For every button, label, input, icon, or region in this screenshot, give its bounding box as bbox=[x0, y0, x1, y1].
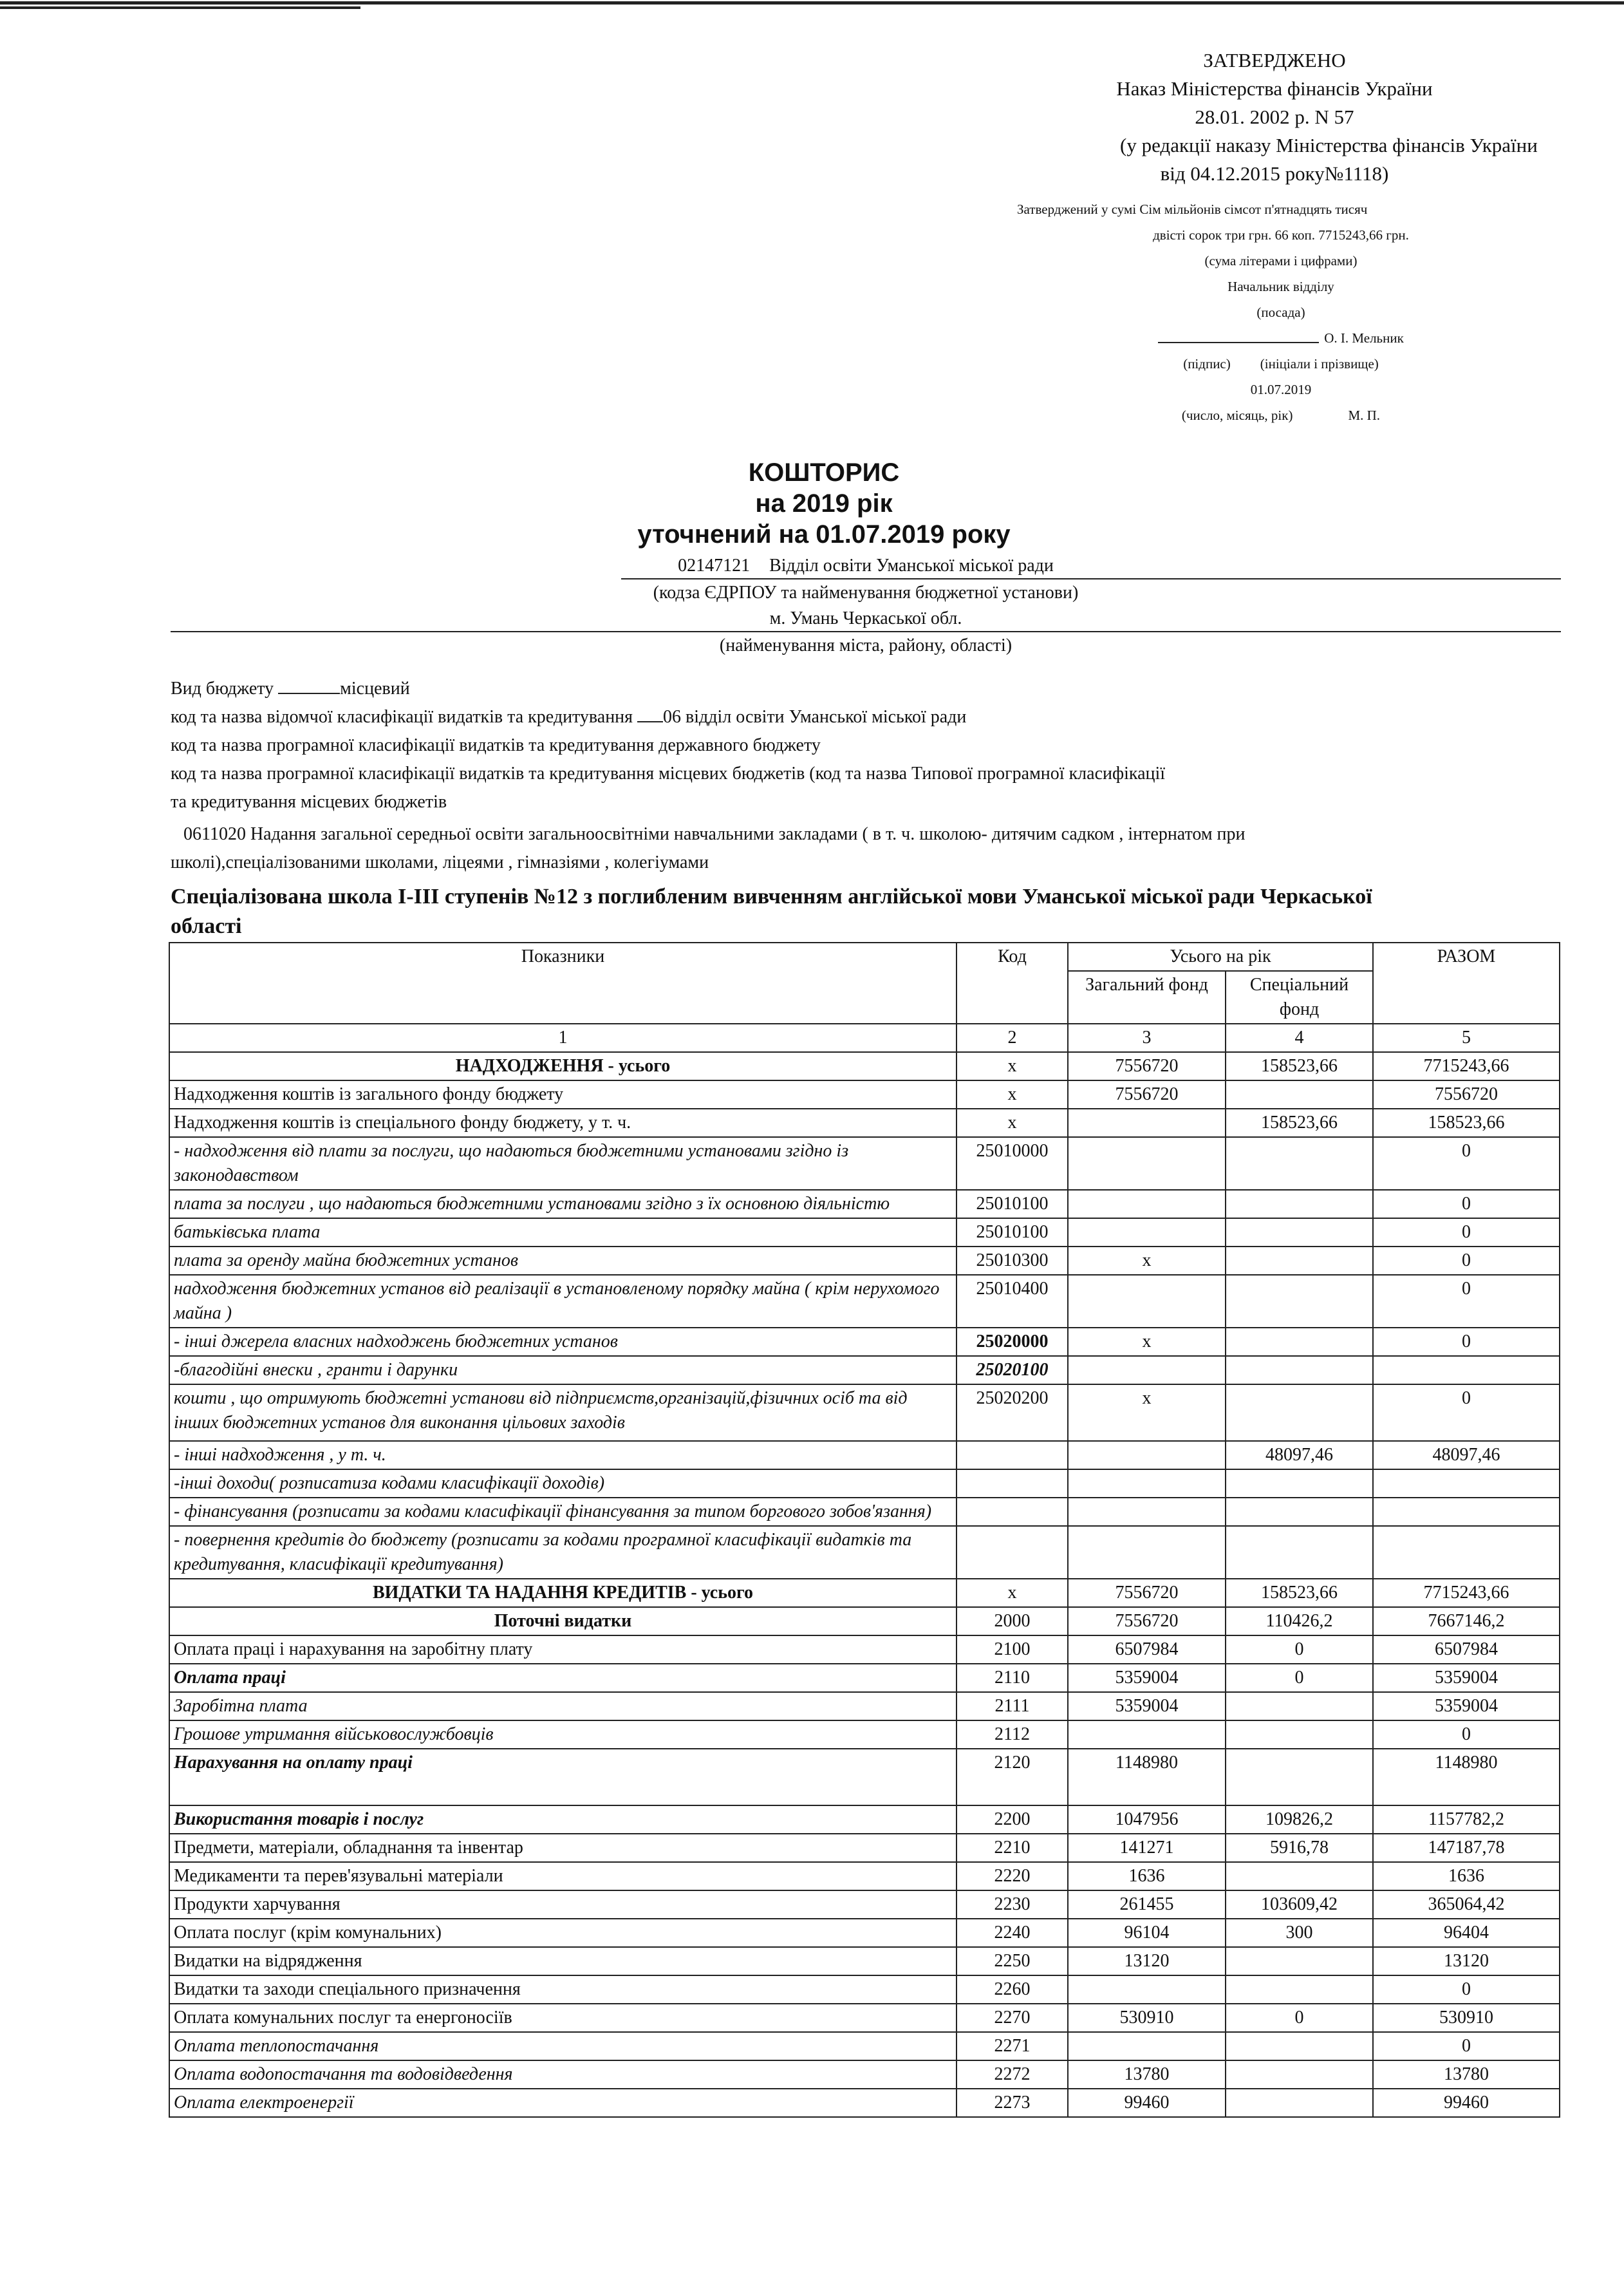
row-code: 25010300 bbox=[957, 1247, 1068, 1275]
dept-classification-line bbox=[171, 703, 1561, 731]
row-special-fund: 300 bbox=[1226, 1919, 1373, 1947]
row-label: НАДХОДЖЕННЯ - усього bbox=[169, 1052, 957, 1080]
row-code: 2260 bbox=[957, 1975, 1068, 2004]
row-special-fund bbox=[1226, 2032, 1373, 2060]
table-row bbox=[169, 1247, 1560, 1275]
row-general-fund: 1047956 bbox=[1068, 1805, 1226, 1834]
row-total: 13120 bbox=[1373, 1947, 1560, 1975]
row-code bbox=[957, 1469, 1068, 1498]
row-code: х bbox=[957, 1109, 1068, 1137]
scan-line bbox=[0, 6, 360, 9]
row-total: 158523,66 bbox=[1373, 1109, 1560, 1137]
row-code: 2271 bbox=[957, 2032, 1068, 2060]
row-label: Оплата праці bbox=[169, 1664, 957, 1692]
scan-line bbox=[0, 1, 1624, 5]
table-row bbox=[169, 1664, 1560, 1692]
row-special-fund: 158523,66 bbox=[1226, 1109, 1373, 1137]
row-total: 1157782,2 bbox=[1373, 1805, 1560, 1834]
row-special-fund bbox=[1226, 1526, 1373, 1579]
row-special-fund bbox=[1226, 1080, 1373, 1109]
local-program-line-2: та кредитування місцевих бюджетів bbox=[171, 792, 447, 812]
row-label: надходження бюджетних установ від реалізації в установленому порядку майна ( крім нерухомого майна ) bbox=[169, 1275, 957, 1328]
row-general-fund: 99460 bbox=[1068, 2089, 1226, 2117]
table-header-row bbox=[169, 943, 1560, 971]
row-label: - фінансування (розписати за кодами класифікації фінансування за типом боргового зобов'язання) bbox=[169, 1498, 957, 1526]
row-general-fund: х bbox=[1068, 1384, 1226, 1441]
row-general-fund: 5359004 bbox=[1068, 1692, 1226, 1720]
row-general-fund bbox=[1068, 1109, 1226, 1137]
row-code: 2200 bbox=[957, 1805, 1068, 1834]
row-general-fund: х bbox=[1068, 1328, 1226, 1356]
table-row bbox=[169, 1275, 1560, 1328]
row-label: - повернення кредитів до бюджету (розписати за кодами програмної класифікації видатків та кредитування, класифікації кредитування) bbox=[169, 1526, 957, 1579]
table-row bbox=[169, 1635, 1560, 1664]
row-special-fund: 158523,66 bbox=[1226, 1579, 1373, 1607]
table-row bbox=[169, 1356, 1560, 1384]
row-total: 99460 bbox=[1373, 2089, 1560, 2117]
row-total: 5359004 bbox=[1373, 1664, 1560, 1692]
title-line: КОШТОРИС bbox=[748, 458, 900, 487]
row-general-fund: 7556720 bbox=[1068, 1080, 1226, 1109]
row-special-fund bbox=[1226, 1720, 1373, 1749]
row-general-fund: 1148980 bbox=[1068, 1749, 1226, 1805]
table-row bbox=[169, 2032, 1560, 2060]
row-total: 0 bbox=[1373, 2032, 1560, 2060]
row-special-fund: 5916,78 bbox=[1226, 1834, 1373, 1862]
dept-value: 06 відділ освіти Уманської міської ради bbox=[663, 707, 967, 727]
row-label: Оплата водопостачання та водовідведення bbox=[169, 2060, 957, 2089]
row-total: 0 bbox=[1373, 1218, 1560, 1247]
table-row bbox=[169, 1607, 1560, 1635]
table-row bbox=[169, 1975, 1560, 2004]
column-number: 3 bbox=[1068, 1024, 1226, 1052]
row-general-fund: 261455 bbox=[1068, 1890, 1226, 1919]
approved-amount-line: Затверджений у сумі Сім мільйонів сімсот п'ятнадцять тисяч bbox=[1017, 202, 1368, 217]
program-code-line-2: школі),спеціалізованими школами, ліцеями , гімназіями , колегіумами bbox=[171, 852, 709, 872]
row-general-fund: 7556720 bbox=[1068, 1052, 1226, 1080]
row-general-fund bbox=[1068, 1469, 1226, 1498]
row-code: 2240 bbox=[957, 1919, 1068, 1947]
row-total: 147187,78 bbox=[1373, 1834, 1560, 1862]
table-row bbox=[169, 1890, 1560, 1919]
row-label: Надходження коштів із спеціального фонду бюджету, у т. ч. bbox=[169, 1109, 957, 1137]
state-program-line: код та назва програмної класифікації видатків та кредитування державного бюджету bbox=[171, 735, 821, 755]
row-total: 6507984 bbox=[1373, 1635, 1560, 1664]
row-label: плата за оренду майна бюджетних установ bbox=[169, 1247, 957, 1275]
row-special-fund bbox=[1226, 2060, 1373, 2089]
row-general-fund: 141271 bbox=[1068, 1834, 1226, 1862]
row-total: 0 bbox=[1373, 1384, 1560, 1441]
row-general-fund bbox=[1068, 1137, 1226, 1190]
row-label: кошти , що отримують бюджетні установи від підприємств,організацій,фізичних осіб та від інших бюджетних установ для виконання цільових заходів bbox=[169, 1384, 957, 1441]
position-caption: (посада) bbox=[1256, 305, 1305, 320]
row-code: 2210 bbox=[957, 1834, 1068, 1862]
row-code: 2000 bbox=[957, 1607, 1068, 1635]
row-code: 2100 bbox=[957, 1635, 1068, 1664]
amount-caption: (сума літерами і цифрами) bbox=[1204, 253, 1358, 268]
header-total-year: Усього на рік bbox=[1068, 943, 1373, 971]
row-label: Поточні видатки bbox=[169, 1607, 957, 1635]
signer-position: Начальник відділу bbox=[1227, 279, 1334, 294]
row-code: 2270 bbox=[957, 2004, 1068, 2032]
row-special-fund bbox=[1226, 1247, 1373, 1275]
table-row bbox=[169, 1109, 1560, 1137]
signature-caption: (підпис) bbox=[1183, 356, 1231, 372]
row-label: - інші джерела власних надходжень бюджетних установ bbox=[169, 1328, 957, 1356]
row-label: ВИДАТКИ ТА НАДАННЯ КРЕДИТІВ - усього bbox=[169, 1579, 957, 1607]
signer-name: О. І. Мельник bbox=[1324, 330, 1404, 346]
row-general-fund bbox=[1068, 1498, 1226, 1526]
row-general-fund bbox=[1068, 1720, 1226, 1749]
row-general-fund bbox=[1068, 1526, 1226, 1579]
header-special-fund: Спеціальний фонд bbox=[1226, 971, 1373, 1024]
table-row bbox=[169, 2089, 1560, 2117]
row-label: Оплата теплопостачання bbox=[169, 2032, 957, 2060]
row-special-fund: 0 bbox=[1226, 2004, 1373, 2032]
row-label: Грошове утримання військовослужбовців bbox=[169, 1720, 957, 1749]
row-total: 7556720 bbox=[1373, 1080, 1560, 1109]
row-total bbox=[1373, 1498, 1560, 1526]
row-special-fund bbox=[1226, 1947, 1373, 1975]
row-special-fund: 0 bbox=[1226, 1635, 1373, 1664]
budget-type-line bbox=[171, 675, 1561, 703]
school-name bbox=[171, 882, 1561, 941]
row-label: Оплата комунальних послуг та енергоносіїв bbox=[169, 2004, 957, 2032]
column-number: 4 bbox=[1226, 1024, 1373, 1052]
title-year: на 2019 рік bbox=[755, 489, 893, 518]
institution-block bbox=[171, 554, 1561, 659]
budget-classification bbox=[171, 675, 1561, 877]
row-special-fund bbox=[1226, 1218, 1373, 1247]
row-label: Предмети, матеріали, обладнання та інвентар bbox=[169, 1834, 957, 1862]
row-special-fund bbox=[1226, 1749, 1373, 1805]
dept-label: код та назва відомчої класифікації видатків та кредитування bbox=[171, 707, 633, 727]
row-total: 0 bbox=[1373, 1720, 1560, 1749]
row-code bbox=[957, 1498, 1068, 1526]
column-number: 5 bbox=[1373, 1024, 1560, 1052]
row-label: Продукти харчування bbox=[169, 1890, 957, 1919]
row-special-fund bbox=[1226, 2089, 1373, 2117]
row-special-fund bbox=[1226, 1384, 1373, 1441]
row-code: х bbox=[957, 1052, 1068, 1080]
table-row bbox=[169, 1862, 1560, 1890]
row-code: 2111 bbox=[957, 1692, 1068, 1720]
row-code: 25010100 bbox=[957, 1190, 1068, 1218]
row-special-fund: 103609,42 bbox=[1226, 1890, 1373, 1919]
row-general-fund bbox=[1068, 1441, 1226, 1469]
row-total: 0 bbox=[1373, 1247, 1560, 1275]
signature-line bbox=[1158, 325, 1319, 343]
row-special-fund bbox=[1226, 1275, 1373, 1328]
row-total: 96404 bbox=[1373, 1919, 1560, 1947]
row-code: 25020000 bbox=[957, 1328, 1068, 1356]
row-total: 0 bbox=[1373, 1328, 1560, 1356]
approval-edition-line: (у редакції наказу Міністерства фінансів України bbox=[1120, 134, 1538, 156]
table-row bbox=[169, 1749, 1560, 1805]
institution-row bbox=[171, 554, 1561, 578]
row-code: 2250 bbox=[957, 1947, 1068, 1975]
row-general-fund bbox=[1068, 1218, 1226, 1247]
row-special-fund: 109826,2 bbox=[1226, 1805, 1373, 1834]
row-general-fund: 13780 bbox=[1068, 2060, 1226, 2089]
city-name: м. Умань Черкаської обл. bbox=[769, 608, 962, 628]
row-label: - надходження від плати за послуги, що надаються бюджетними установами згідно із законодавством bbox=[169, 1137, 957, 1190]
row-total bbox=[1373, 1526, 1560, 1579]
row-special-fund bbox=[1226, 1137, 1373, 1190]
row-label: Оплата електроенергії bbox=[169, 2089, 957, 2117]
table-row bbox=[169, 1384, 1560, 1441]
city-row bbox=[171, 607, 1561, 631]
table-row bbox=[169, 1498, 1560, 1526]
approval-order-date: 28.01. 2002 р. N 57 bbox=[1195, 106, 1354, 128]
row-general-fund: 530910 bbox=[1068, 2004, 1226, 2032]
row-special-fund: 48097,46 bbox=[1226, 1441, 1373, 1469]
row-code: 25010000 bbox=[957, 1137, 1068, 1190]
row-label: Медикаменти та перев'язувальні матеріали bbox=[169, 1862, 957, 1890]
table-row bbox=[169, 1137, 1560, 1190]
table-row bbox=[169, 1080, 1560, 1109]
row-code: х bbox=[957, 1080, 1068, 1109]
row-code: 25010400 bbox=[957, 1275, 1068, 1328]
row-label: Видатки на відрядження bbox=[169, 1947, 957, 1975]
row-code: 2120 bbox=[957, 1749, 1068, 1805]
header-indicators: Показники bbox=[169, 943, 957, 1024]
row-total: 5359004 bbox=[1373, 1692, 1560, 1720]
approval-date: 01.07.2019 bbox=[1250, 382, 1312, 397]
row-special-fund bbox=[1226, 1498, 1373, 1526]
row-general-fund: 96104 bbox=[1068, 1919, 1226, 1947]
row-total: 13780 bbox=[1373, 2060, 1560, 2089]
header-code: Код bbox=[957, 943, 1068, 1024]
table-row bbox=[169, 1919, 1560, 1947]
title-revision: уточнений на 01.07.2019 року bbox=[637, 520, 1011, 549]
row-total: 365064,42 bbox=[1373, 1890, 1560, 1919]
header-total: РАЗОМ bbox=[1373, 943, 1560, 1024]
row-general-fund: 1636 bbox=[1068, 1862, 1226, 1890]
table-row bbox=[169, 1052, 1560, 1080]
school-name-line-2: області bbox=[171, 914, 242, 938]
row-total: 0 bbox=[1373, 1975, 1560, 2004]
row-code: 2112 bbox=[957, 1720, 1068, 1749]
table-row bbox=[169, 1692, 1560, 1720]
table-row bbox=[169, 1526, 1560, 1579]
table-row bbox=[169, 2060, 1560, 2089]
row-general-fund: 6507984 bbox=[1068, 1635, 1226, 1664]
table-row bbox=[169, 1441, 1560, 1469]
approved-amount-line-2: двісті сорок три грн. 66 коп. 7715243,66 грн. bbox=[1153, 227, 1409, 243]
row-label: Видатки та заходи спеціального призначення bbox=[169, 1975, 957, 2004]
column-number-row bbox=[169, 1024, 1560, 1052]
edrpou-code: 02147121 bbox=[678, 556, 751, 576]
row-special-fund: 0 bbox=[1226, 1664, 1373, 1692]
approval-header bbox=[966, 46, 1583, 188]
city-caption: (найменування міста, району, області) bbox=[719, 635, 1013, 655]
row-label: Нарахування на оплату праці bbox=[169, 1749, 957, 1805]
row-general-fund bbox=[1068, 2032, 1226, 2060]
school-name-line: Спеціалізована школа І-ІІІ ступенів №12 з поглибленим вивченням англійської мови Уманської міської ради Черкаської bbox=[171, 885, 1372, 908]
row-label: Заробітна плата bbox=[169, 1692, 957, 1720]
column-number: 1 bbox=[169, 1024, 957, 1052]
row-general-fund: 5359004 bbox=[1068, 1664, 1226, 1692]
row-total: 7715243,66 bbox=[1373, 1052, 1560, 1080]
row-special-fund bbox=[1226, 1190, 1373, 1218]
row-special-fund bbox=[1226, 1692, 1373, 1720]
approval-signature-block bbox=[1017, 196, 1545, 428]
row-label: - інші надходження , у т. ч. bbox=[169, 1441, 957, 1469]
row-total bbox=[1373, 1356, 1560, 1384]
program-code-line: 0611020 Надання загальної середньої освіти загальноосвітніми навчальними закладами ( в т. ч. школою- дитячим садком , інтернатом при bbox=[183, 824, 1246, 844]
row-special-fund bbox=[1226, 1469, 1373, 1498]
institution-caption: (кодза ЄДРПОУ та найменування бюджетної установи) bbox=[653, 583, 1079, 603]
row-label: плата за послуги , що надаються бюджетними установами згідно з їх основною діяльністю bbox=[169, 1190, 957, 1218]
row-label: Оплата послуг (крім комунальних) bbox=[169, 1919, 957, 1947]
table-row bbox=[169, 2004, 1560, 2032]
row-total: 7715243,66 bbox=[1373, 1579, 1560, 1607]
row-total: 0 bbox=[1373, 1190, 1560, 1218]
row-code bbox=[957, 1526, 1068, 1579]
document-title bbox=[579, 457, 1069, 550]
signature-row bbox=[1017, 325, 1545, 351]
column-number: 2 bbox=[957, 1024, 1068, 1052]
row-special-fund bbox=[1226, 1328, 1373, 1356]
row-label: Надходження коштів із загального фонду бюджету bbox=[169, 1080, 957, 1109]
institution-name: Відділ освіти Уманської міської ради bbox=[769, 556, 1054, 576]
table-row bbox=[169, 1328, 1560, 1356]
row-general-fund: 7556720 bbox=[1068, 1607, 1226, 1635]
row-total: 530910 bbox=[1373, 2004, 1560, 2032]
table-row bbox=[169, 1834, 1560, 1862]
row-total: 1636 bbox=[1373, 1862, 1560, 1890]
row-code: 25020200 bbox=[957, 1384, 1068, 1441]
signature-captions bbox=[1017, 351, 1545, 377]
row-total: 7667146,2 bbox=[1373, 1607, 1560, 1635]
row-general-fund: х bbox=[1068, 1247, 1226, 1275]
table-row bbox=[169, 1469, 1560, 1498]
row-label: Оплата праці і нарахування на заробітну плату bbox=[169, 1635, 957, 1664]
row-total bbox=[1373, 1469, 1560, 1498]
row-code: х bbox=[957, 1579, 1068, 1607]
row-code: 2230 bbox=[957, 1890, 1068, 1919]
table-row bbox=[169, 1805, 1560, 1834]
budget-type-label: Вид бюджету bbox=[171, 679, 274, 699]
row-code: 2220 bbox=[957, 1862, 1068, 1890]
budget-type-value: місцевий bbox=[340, 679, 410, 699]
row-code: 2272 bbox=[957, 2060, 1068, 2089]
blank-line bbox=[278, 677, 340, 694]
row-special-fund: 110426,2 bbox=[1226, 1607, 1373, 1635]
row-general-fund bbox=[1068, 1975, 1226, 2004]
row-code: 2273 bbox=[957, 2089, 1068, 2117]
table-row bbox=[169, 1947, 1560, 1975]
table-row bbox=[169, 1218, 1560, 1247]
row-general-fund: 7556720 bbox=[1068, 1579, 1226, 1607]
header-general-fund: Загальний фонд bbox=[1068, 971, 1226, 1024]
estimate-table bbox=[169, 942, 1560, 2118]
row-total: 1148980 bbox=[1373, 1749, 1560, 1805]
stamp-placeholder: М. П. bbox=[1348, 408, 1381, 423]
row-general-fund bbox=[1068, 1190, 1226, 1218]
row-label: Використання товарів і послуг bbox=[169, 1805, 957, 1834]
row-label: -інші доходи( розписатиза кодами класифікації доходів) bbox=[169, 1469, 957, 1498]
row-special-fund bbox=[1226, 1975, 1373, 2004]
table-row bbox=[169, 1579, 1560, 1607]
date-caption-row bbox=[1017, 402, 1545, 428]
row-label: -благодійні внески , гранти і дарунки bbox=[169, 1356, 957, 1384]
blank-line bbox=[637, 706, 663, 722]
name-caption: (ініціали і прізвище) bbox=[1260, 356, 1379, 372]
row-code: 25020100 bbox=[957, 1356, 1068, 1384]
row-code: 25010100 bbox=[957, 1218, 1068, 1247]
approved-stamp-title: ЗАТВЕРДЖЕНО bbox=[1203, 49, 1346, 71]
date-caption: (число, місяць, рік) bbox=[1181, 408, 1293, 423]
row-general-fund: 13120 bbox=[1068, 1947, 1226, 1975]
row-total: 48097,46 bbox=[1373, 1441, 1560, 1469]
local-program-line: код та назва програмної класифікації видатків та кредитування місцевих бюджетів (код та назва Типової програмної класифікації bbox=[171, 764, 1166, 784]
row-general-fund bbox=[1068, 1275, 1226, 1328]
row-total: 0 bbox=[1373, 1275, 1560, 1328]
row-code: 2110 bbox=[957, 1664, 1068, 1692]
row-code bbox=[957, 1441, 1068, 1469]
row-special-fund: 158523,66 bbox=[1226, 1052, 1373, 1080]
table-row bbox=[169, 1720, 1560, 1749]
table-row bbox=[169, 1190, 1560, 1218]
approval-edition-date: від 04.12.2015 року№1118) bbox=[1160, 162, 1389, 185]
row-total: 0 bbox=[1373, 1137, 1560, 1190]
row-label: батьківська плата bbox=[169, 1218, 957, 1247]
approval-order-line: Наказ Міністерства фінансів України bbox=[1116, 77, 1433, 100]
row-general-fund bbox=[1068, 1356, 1226, 1384]
row-special-fund bbox=[1226, 1862, 1373, 1890]
top-scan-border bbox=[0, 0, 1624, 10]
row-special-fund bbox=[1226, 1356, 1373, 1384]
